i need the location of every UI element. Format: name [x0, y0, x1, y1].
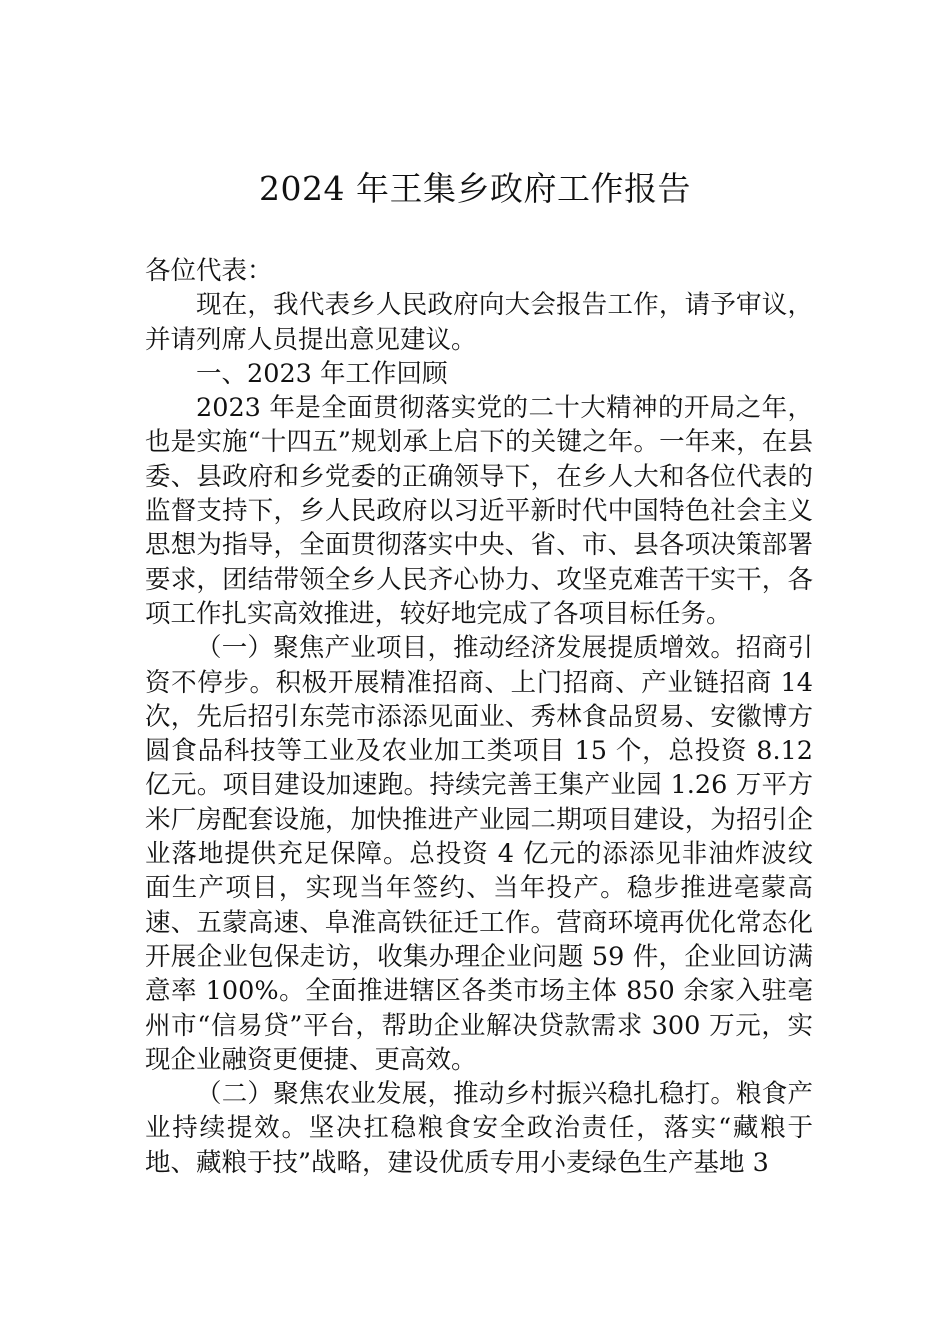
- paragraph-agriculture: （二）聚焦农业发展，推动乡村振兴稳扎稳打。粮食产业持续提效。坚决扛稳粮食安全政治责任，落实“藏粮于地、藏粮于技”战略，建设优质专用小麦绿色生产基地 3: [145, 1079, 813, 1178]
- paragraph-intro: 现在，我代表乡人民政府向大会报告工作，请予审议，并请列席人员提出意见建议。: [145, 290, 813, 355]
- paragraph-industry: （一）聚焦产业项目，推动经济发展提质增效。招商引资不停步。积极开展精准招商、上门招商、产业链招商 14 次，先后招引东莞市添添见面业、秀林食品贸易、安徽博方圆食品科技等工业及农业加工类项目 15 个，总投资 8.12 亿元。项目建设加速跑。持续完善王集产业园 1.26 万平方米厂房配套设施，加快推进产业园二期项目建设，为招引企业落地提供充足保障。总投资 4 亿元的添添见非油炸波纹面生产项目，实现当年签约、当年投产。稳步推进亳蒙高速、五蒙高速、阜淮高铁征迁工作。营商环境再优化常态化开展企业包保走访，收集办理企业问题 59 件，企业回访满意率 100%。全面推进辖区各类市场主体 850 余家入驻亳州市“信易贷”平台，帮助企业解决贷款需求 300 万元，实现企业融资更便捷、更高效。: [145, 633, 813, 1075]
- section-heading: 一、2023 年工作回顾: [196, 358, 448, 389]
- paragraph-overview: 2023 年是全面贯彻落实党的二十大精神的开局之年，也是实施“十四五”规划承上启下的关键之年。一年来，在县委、县政府和乡党委的正确领导下，在乡人大和各位代表的监督支持下，乡人民政府以习近平新时代中国特色社会主义思想为指导，全面贯彻落实中央、省、市、县各项决策部署要求，团结带领全乡人民齐心协力、攻坚克难苦干实干，各项工作扎实高效推进，较好地完成了各项目标任务。: [145, 393, 813, 629]
- salutation: 各位代表：: [145, 256, 273, 286]
- document-title: 2024 年王集乡政府工作报告: [259, 169, 691, 208]
- document-body: [145, 254, 813, 1180]
